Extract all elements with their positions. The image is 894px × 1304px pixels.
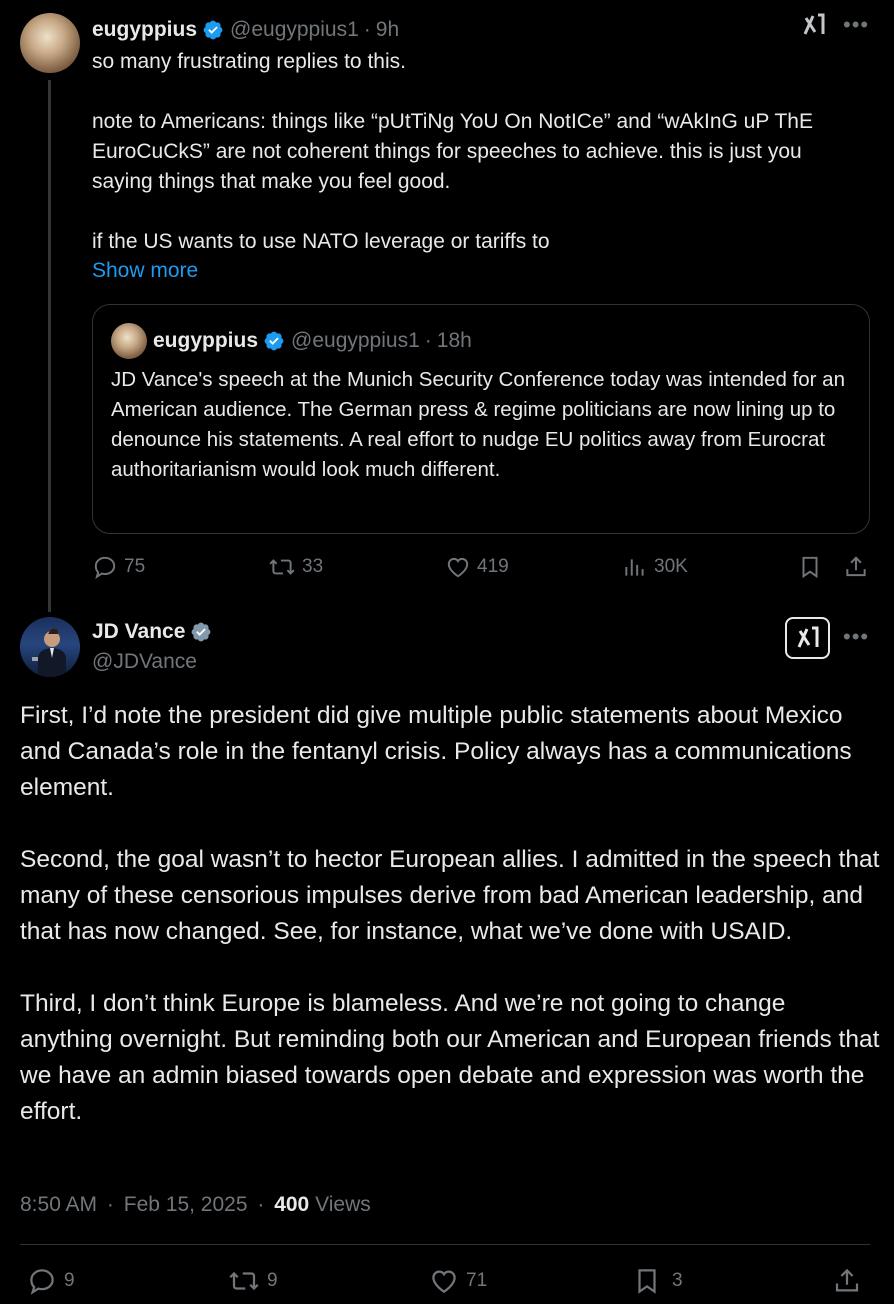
parent-text-paragraph: note to Americans: things like “pUtTiNg YoU On NotICe” and “wAkInG uP ThE EuroCuCkS” are not coherent things for speeches to achieve. this is just you saying things that make you feel good.	[92, 110, 813, 193]
views-count: 400	[274, 1193, 310, 1216]
like-button[interactable]	[428, 1266, 487, 1296]
verified-badge-icon	[263, 330, 285, 352]
views-count: 30K	[654, 556, 688, 577]
separator: ·	[257, 1193, 265, 1216]
show-more-link[interactable]: Show more	[92, 259, 199, 282]
bookmark-icon	[632, 1266, 668, 1296]
more-icon[interactable]: •••	[843, 12, 870, 37]
reply-button[interactable]	[92, 554, 145, 580]
reply-icon	[92, 554, 124, 580]
separator: ·	[106, 1193, 114, 1216]
main-author-avatar[interactable]	[20, 617, 80, 677]
quoted-tweet-text: JD Vance's speech at the Munich Security Conference today was intended for an American audience. The German press & regime politicians are now lining up to denounce his statements. A real effort to nudge EU politics away from Eurocrat authoritarianism would look much different.	[111, 368, 845, 481]
more-icon[interactable]: •••	[843, 624, 870, 649]
main-author-name[interactable]: JD Vance	[92, 620, 186, 643]
quoted-tweet-header	[153, 327, 472, 355]
main-tweet-text	[20, 698, 880, 1130]
bookmark-button[interactable]	[632, 1266, 683, 1296]
tweet-meta	[20, 1190, 371, 1220]
bookmark-count: 3	[672, 1270, 683, 1291]
bookmark-icon[interactable]	[797, 554, 823, 580]
quoted-author-name: eugyppius	[153, 329, 259, 352]
separator: ·	[424, 329, 432, 352]
parent-tweet-header	[92, 16, 399, 44]
parent-author-avatar[interactable]	[20, 13, 80, 73]
repost-button[interactable]	[227, 1266, 278, 1296]
parent-text-paragraph: so many frustrating replies to this.	[92, 50, 406, 73]
like-count: 419	[477, 556, 509, 577]
parent-text-paragraph: if the US wants to use NATO leverage or tariffs to	[92, 230, 550, 253]
separator: ·	[363, 18, 371, 41]
main-text-paragraph: Third, I don’t think Europe is blameless. And we’re not going to change anything overnight. But reminding both our American and European friends that we have an admin biased towards open debate and expression was worth the effort.	[20, 990, 880, 1125]
views-label: Views	[315, 1193, 371, 1216]
reply-count: 9	[64, 1270, 75, 1291]
main-author-handle[interactable]: @JDVance	[92, 650, 197, 673]
verified-badge-icon	[202, 19, 224, 41]
repost-button[interactable]	[268, 554, 323, 580]
reply-icon	[26, 1266, 64, 1296]
main-text-paragraph: Second, the goal wasn’t to hector European allies. I admitted in the speech that many of these censorious impulses derive from bad American leadership, and that has now changed. See, for instance, what we’ve done with USAID.	[20, 846, 880, 945]
thread-line	[48, 80, 51, 612]
like-icon	[445, 554, 477, 580]
repost-count: 33	[302, 556, 324, 577]
quoted-timestamp: 18h	[436, 329, 472, 352]
quoted-author-avatar	[111, 323, 147, 359]
like-icon	[428, 1266, 466, 1296]
repost-icon	[227, 1266, 267, 1296]
repost-count: 9	[267, 1270, 278, 1291]
reply-button[interactable]	[26, 1266, 75, 1296]
views-button[interactable]	[622, 554, 688, 580]
main-text-paragraph: First, I’d note the president did give multiple public statements about Mexico and Canada’s role in the fentanyl crisis. Policy always has a communications element.	[20, 702, 852, 801]
share-icon[interactable]	[843, 554, 869, 580]
avatar-figure	[20, 617, 80, 677]
like-button[interactable]	[445, 554, 509, 580]
main-tweet-header	[92, 618, 218, 646]
grok-icon[interactable]	[801, 12, 827, 38]
like-count: 71	[466, 1270, 488, 1291]
divider	[20, 1244, 870, 1245]
tweet-time[interactable]: 8:50 AM	[20, 1193, 98, 1216]
parent-tweet-text	[92, 47, 852, 257]
tweet-date[interactable]: Feb 15, 2025	[123, 1193, 248, 1216]
share-icon[interactable]	[832, 1266, 862, 1296]
grok-icon[interactable]	[785, 617, 830, 659]
reply-count: 75	[124, 556, 146, 577]
parent-author-name[interactable]: eugyppius	[92, 18, 198, 41]
verified-badge-icon	[190, 621, 212, 643]
quoted-author-handle: @eugyppius1	[291, 329, 420, 352]
quoted-tweet-card[interactable]	[92, 304, 870, 534]
parent-timestamp[interactable]: 9h	[375, 18, 400, 41]
views-icon	[622, 554, 654, 580]
repost-icon	[268, 554, 302, 580]
parent-author-handle[interactable]: @eugyppius1	[230, 18, 359, 41]
